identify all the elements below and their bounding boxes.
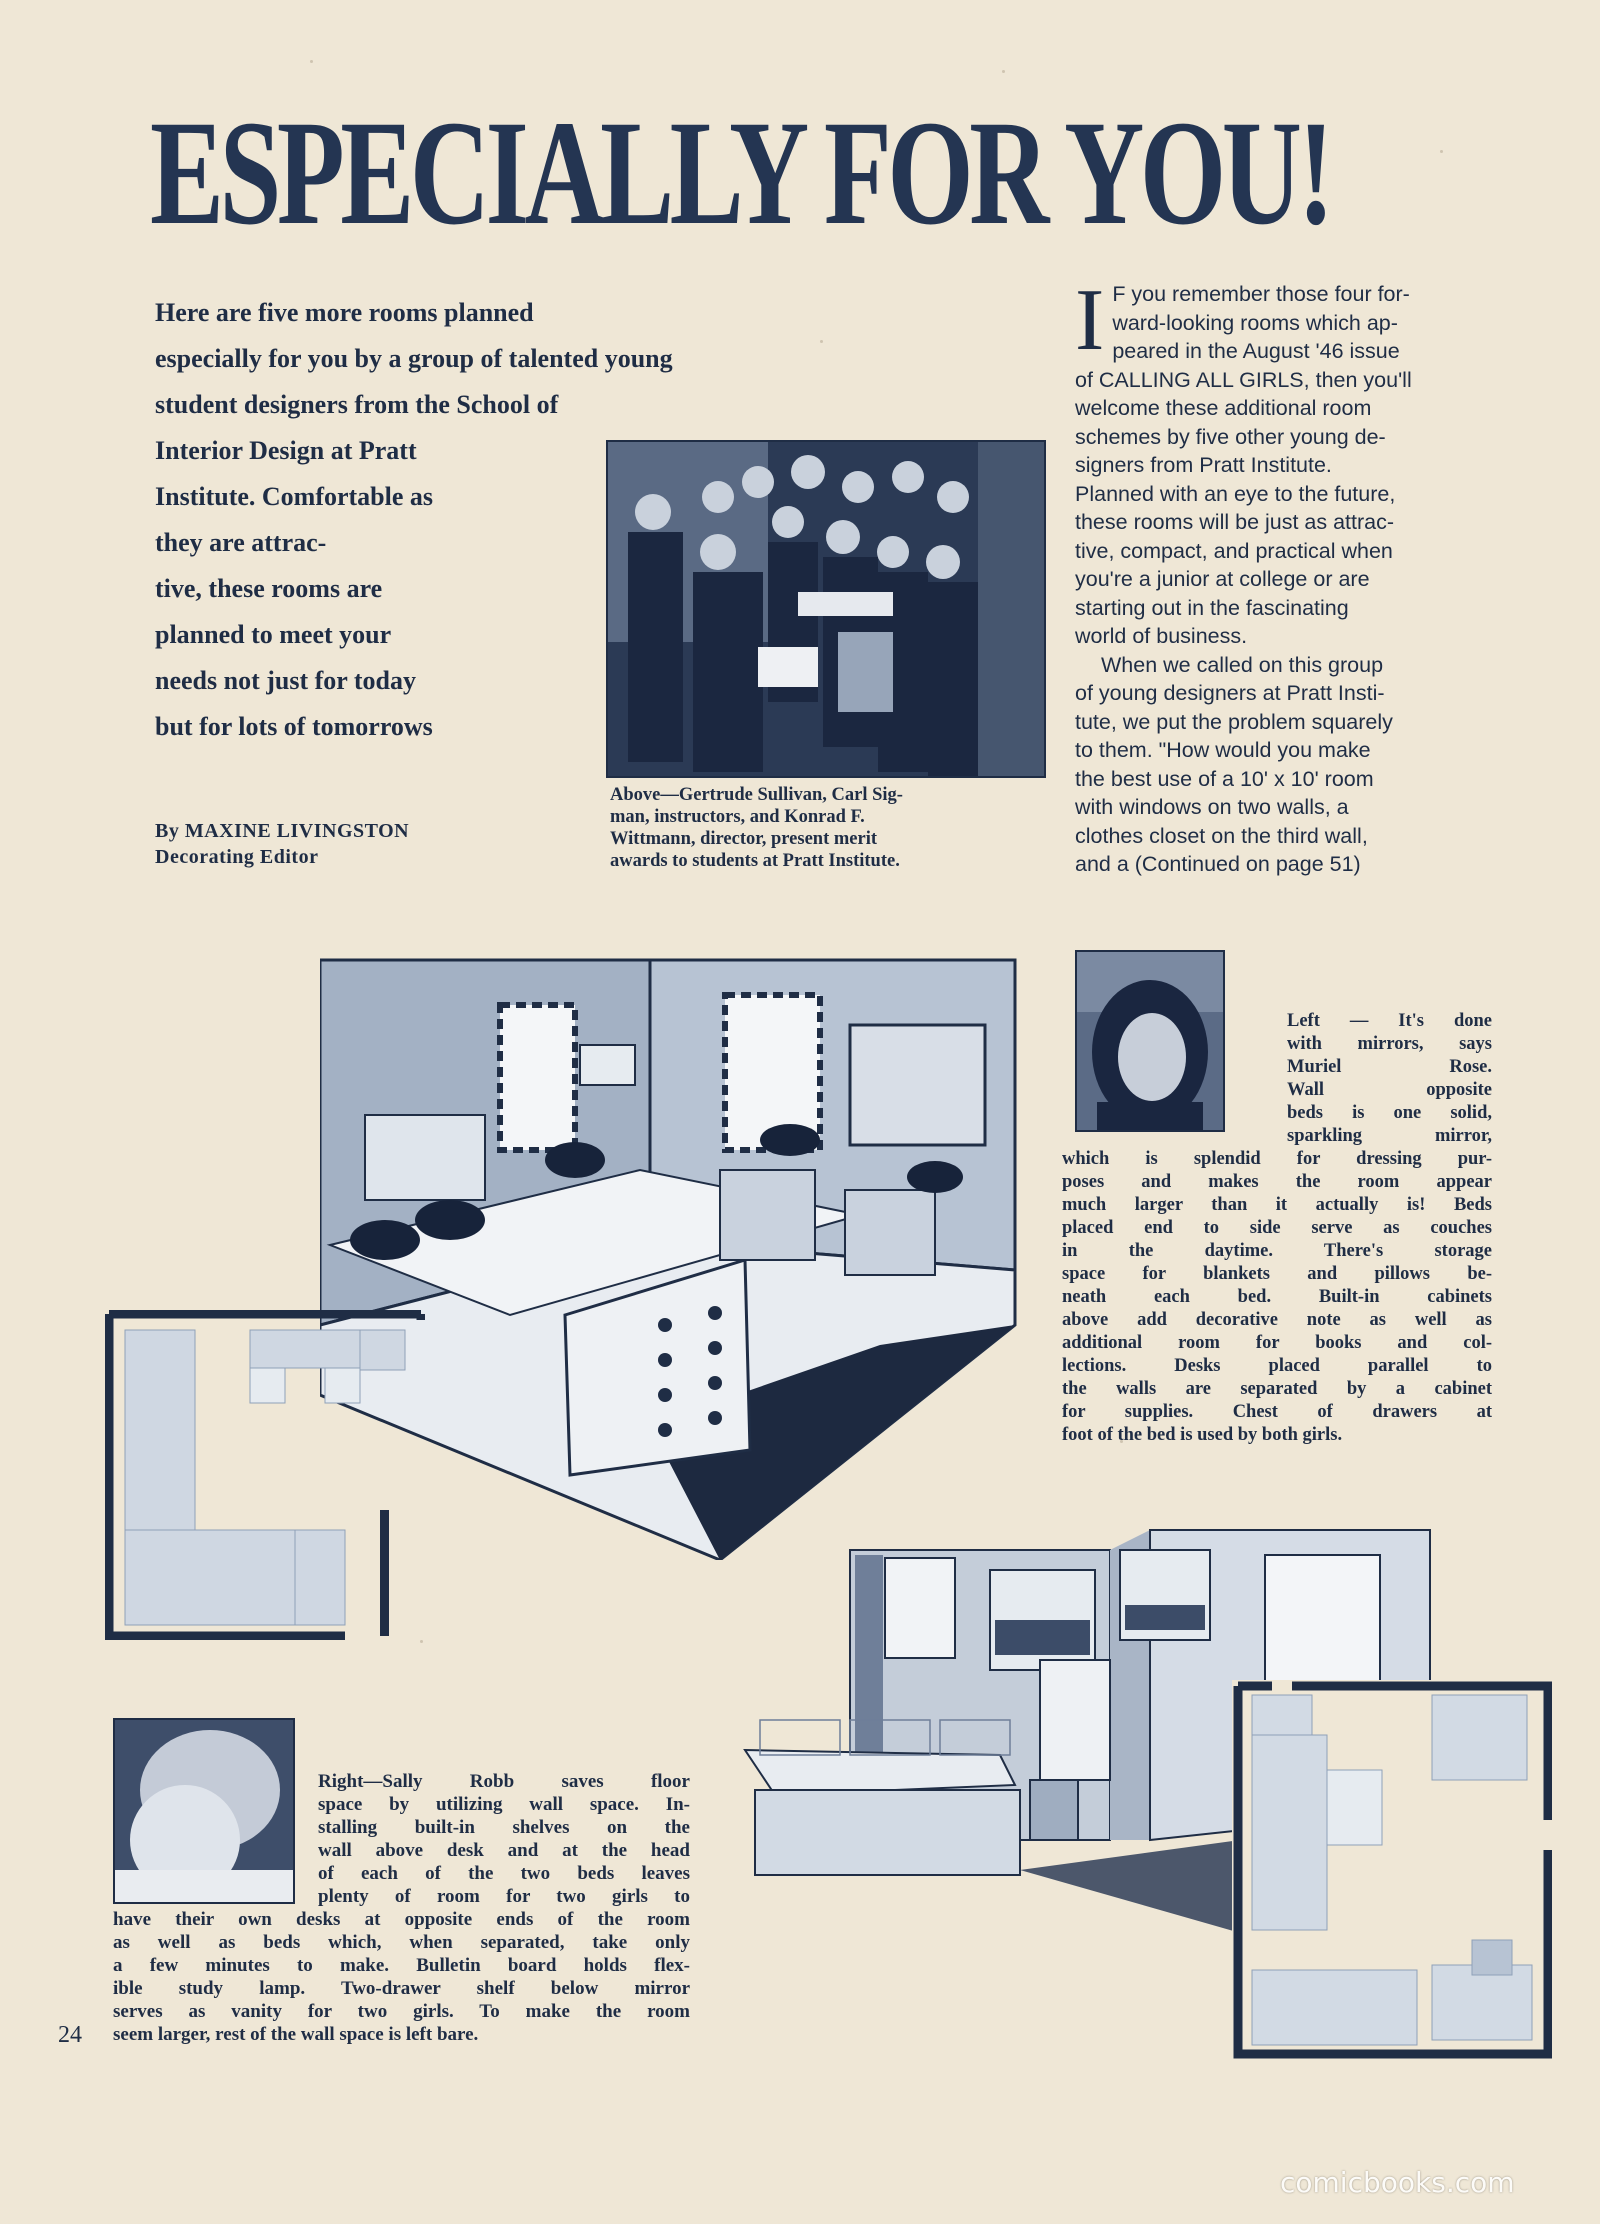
caption-line: beds is one solid, [1287, 1103, 1492, 1123]
intro-line: Institute. Comfortable as [155, 482, 434, 511]
intro-line: tive, these rooms are [155, 574, 383, 603]
caption-line: additional room for books and col- [1062, 1333, 1492, 1353]
group-photo-caption [610, 784, 1038, 872]
caption-line: in the daytime. There's storage [1062, 1241, 1492, 1261]
sally-caption [113, 1770, 690, 2046]
intro-line: student designers from the School of [155, 390, 559, 419]
caption-line: foot of the bed is used by both girls. [1062, 1425, 1343, 1445]
article-line: the best use of a 10' x 10' room [1075, 766, 1374, 791]
group-photo-illustration [608, 442, 1044, 776]
paper-speck [1440, 150, 1443, 153]
intro-line: especially for you by a group of talented young [155, 344, 673, 373]
muriel-room-illustration [320, 915, 1040, 1560]
intro-line: but for lots of tomorrows [155, 712, 433, 741]
caption-line: of each of the two beds leaves [318, 1863, 690, 1884]
intro-line: Here are five more rooms planned [155, 298, 534, 327]
byline [155, 818, 575, 870]
caption-line: with mirrors, says [1287, 1034, 1492, 1054]
caption-line: man, instructors, and Konrad F. [610, 807, 865, 827]
caption-line: Muriel Rose. [1287, 1057, 1492, 1077]
article-line: peared in the August '46 issue [1112, 339, 1400, 363]
caption-line: Wall opposite [1287, 1080, 1492, 1100]
paper-speck [420, 1640, 423, 1643]
group-photo [606, 440, 1046, 778]
caption-line: wall above desk and at the head [318, 1840, 690, 1861]
muriel-floor-plan [105, 1310, 425, 1640]
caption-line: much larger than it actually is! Beds [1062, 1195, 1492, 1215]
paper-speck [310, 60, 313, 63]
article-line: When we called on this group [1101, 652, 1384, 677]
article-line: signers from Pratt Institute. [1075, 453, 1332, 477]
caption-line: above add decorative note as well as [1062, 1310, 1492, 1330]
caption-line: poses and makes the room appear [1062, 1172, 1492, 1192]
caption-line: awards to students at Pratt Institute. [610, 851, 900, 871]
caption-line: Right—Sally Robb saves floor [318, 1771, 690, 1792]
byline-author: By MAXINE LIVINGSTON [155, 820, 410, 842]
article-line: these rooms will be just as attrac- [1075, 510, 1395, 534]
caption-line: have their own desks at opposite ends of the room [113, 1909, 690, 1930]
intro-line: planned to meet your [155, 620, 392, 649]
caption-line: stalling built-in shelves on the [318, 1817, 690, 1838]
paper-speck [1002, 70, 1005, 73]
caption-line: Wittmann, director, present merit [610, 829, 878, 849]
caption-line: for supplies. Chest of drawers at [1062, 1402, 1492, 1422]
caption-line: Left — It's done [1287, 1011, 1492, 1031]
intro-line: needs not just for today [155, 666, 416, 695]
caption-line: lections. Desks placed parallel to [1062, 1356, 1492, 1376]
caption-line: ible study lamp. Two-drawer shelf below mirror [113, 1978, 690, 1999]
article-line: Planned with an eye to the future, [1075, 481, 1396, 506]
caption-line: space by utilizing wall space. In- [318, 1794, 690, 1815]
intro-line: Interior Design at Pratt [155, 436, 417, 465]
article-line: of CALLING ALL GIRLS, then you'll [1075, 367, 1412, 392]
article-line: starting out in the fascinating [1075, 595, 1349, 620]
caption-line: the walls are separated by a cabinet [1062, 1379, 1492, 1399]
caption-line: as well as beds which, when separated, take only [113, 1932, 690, 1953]
caption-line: a few minutes to make. Bulletin board holds flex- [113, 1955, 690, 1976]
intro-line: they are attrac- [155, 528, 327, 557]
caption-line: sparkling mirror, [1287, 1126, 1492, 1146]
article-line: world of business. [1075, 624, 1248, 648]
sally-floor-plan [1232, 1680, 1552, 2060]
caption-line: Above—Gertrude Sullivan, Carl Sig- [610, 785, 903, 805]
article-column [1075, 272, 1500, 879]
watermark-text: comicbooks.com [1280, 2166, 1515, 2199]
article-line: tute, we put the problem squarely [1075, 709, 1393, 734]
article-line: F you remember those four for- [1112, 282, 1410, 306]
caption-line: serves as vanity for two girls. To make the room [113, 2001, 690, 2022]
page-headline: ESPECIALLY FOR YOU! [150, 90, 1330, 256]
article-line: to them. "How would you make [1075, 738, 1371, 762]
article-line: of young designers at Pratt Insti- [1075, 681, 1385, 705]
article-line: with windows on two walls, a [1075, 795, 1349, 819]
drop-cap: I [1075, 272, 1105, 369]
caption-line: which is splendid for dressing pur- [1062, 1149, 1492, 1169]
byline-title: Decorating Editor [155, 846, 319, 868]
article-line: ward-looking rooms which ap- [1112, 310, 1398, 335]
article-line: you're a junior at college or are [1075, 567, 1370, 591]
article-line: clothes closet on the third wall, [1075, 823, 1368, 848]
article-line: schemes by five other young de- [1075, 424, 1386, 449]
page-number: 24 [58, 2022, 82, 2048]
caption-line: seem larger, rest of the wall space is left bare. [113, 2024, 479, 2045]
article-line: welcome these additional room [1075, 396, 1372, 420]
caption-line: neath each bed. Built-in cabinets [1062, 1287, 1492, 1307]
article-line: and a (Continued on page 51) [1075, 852, 1361, 876]
caption-line: space for blankets and pillows be- [1062, 1264, 1492, 1284]
muriel-caption [1062, 1010, 1492, 1447]
caption-line: placed end to side serve as couches [1062, 1218, 1492, 1238]
article-line: tive, compact, and practical when [1075, 538, 1393, 563]
caption-line: plenty of room for two girls to [318, 1886, 690, 1907]
